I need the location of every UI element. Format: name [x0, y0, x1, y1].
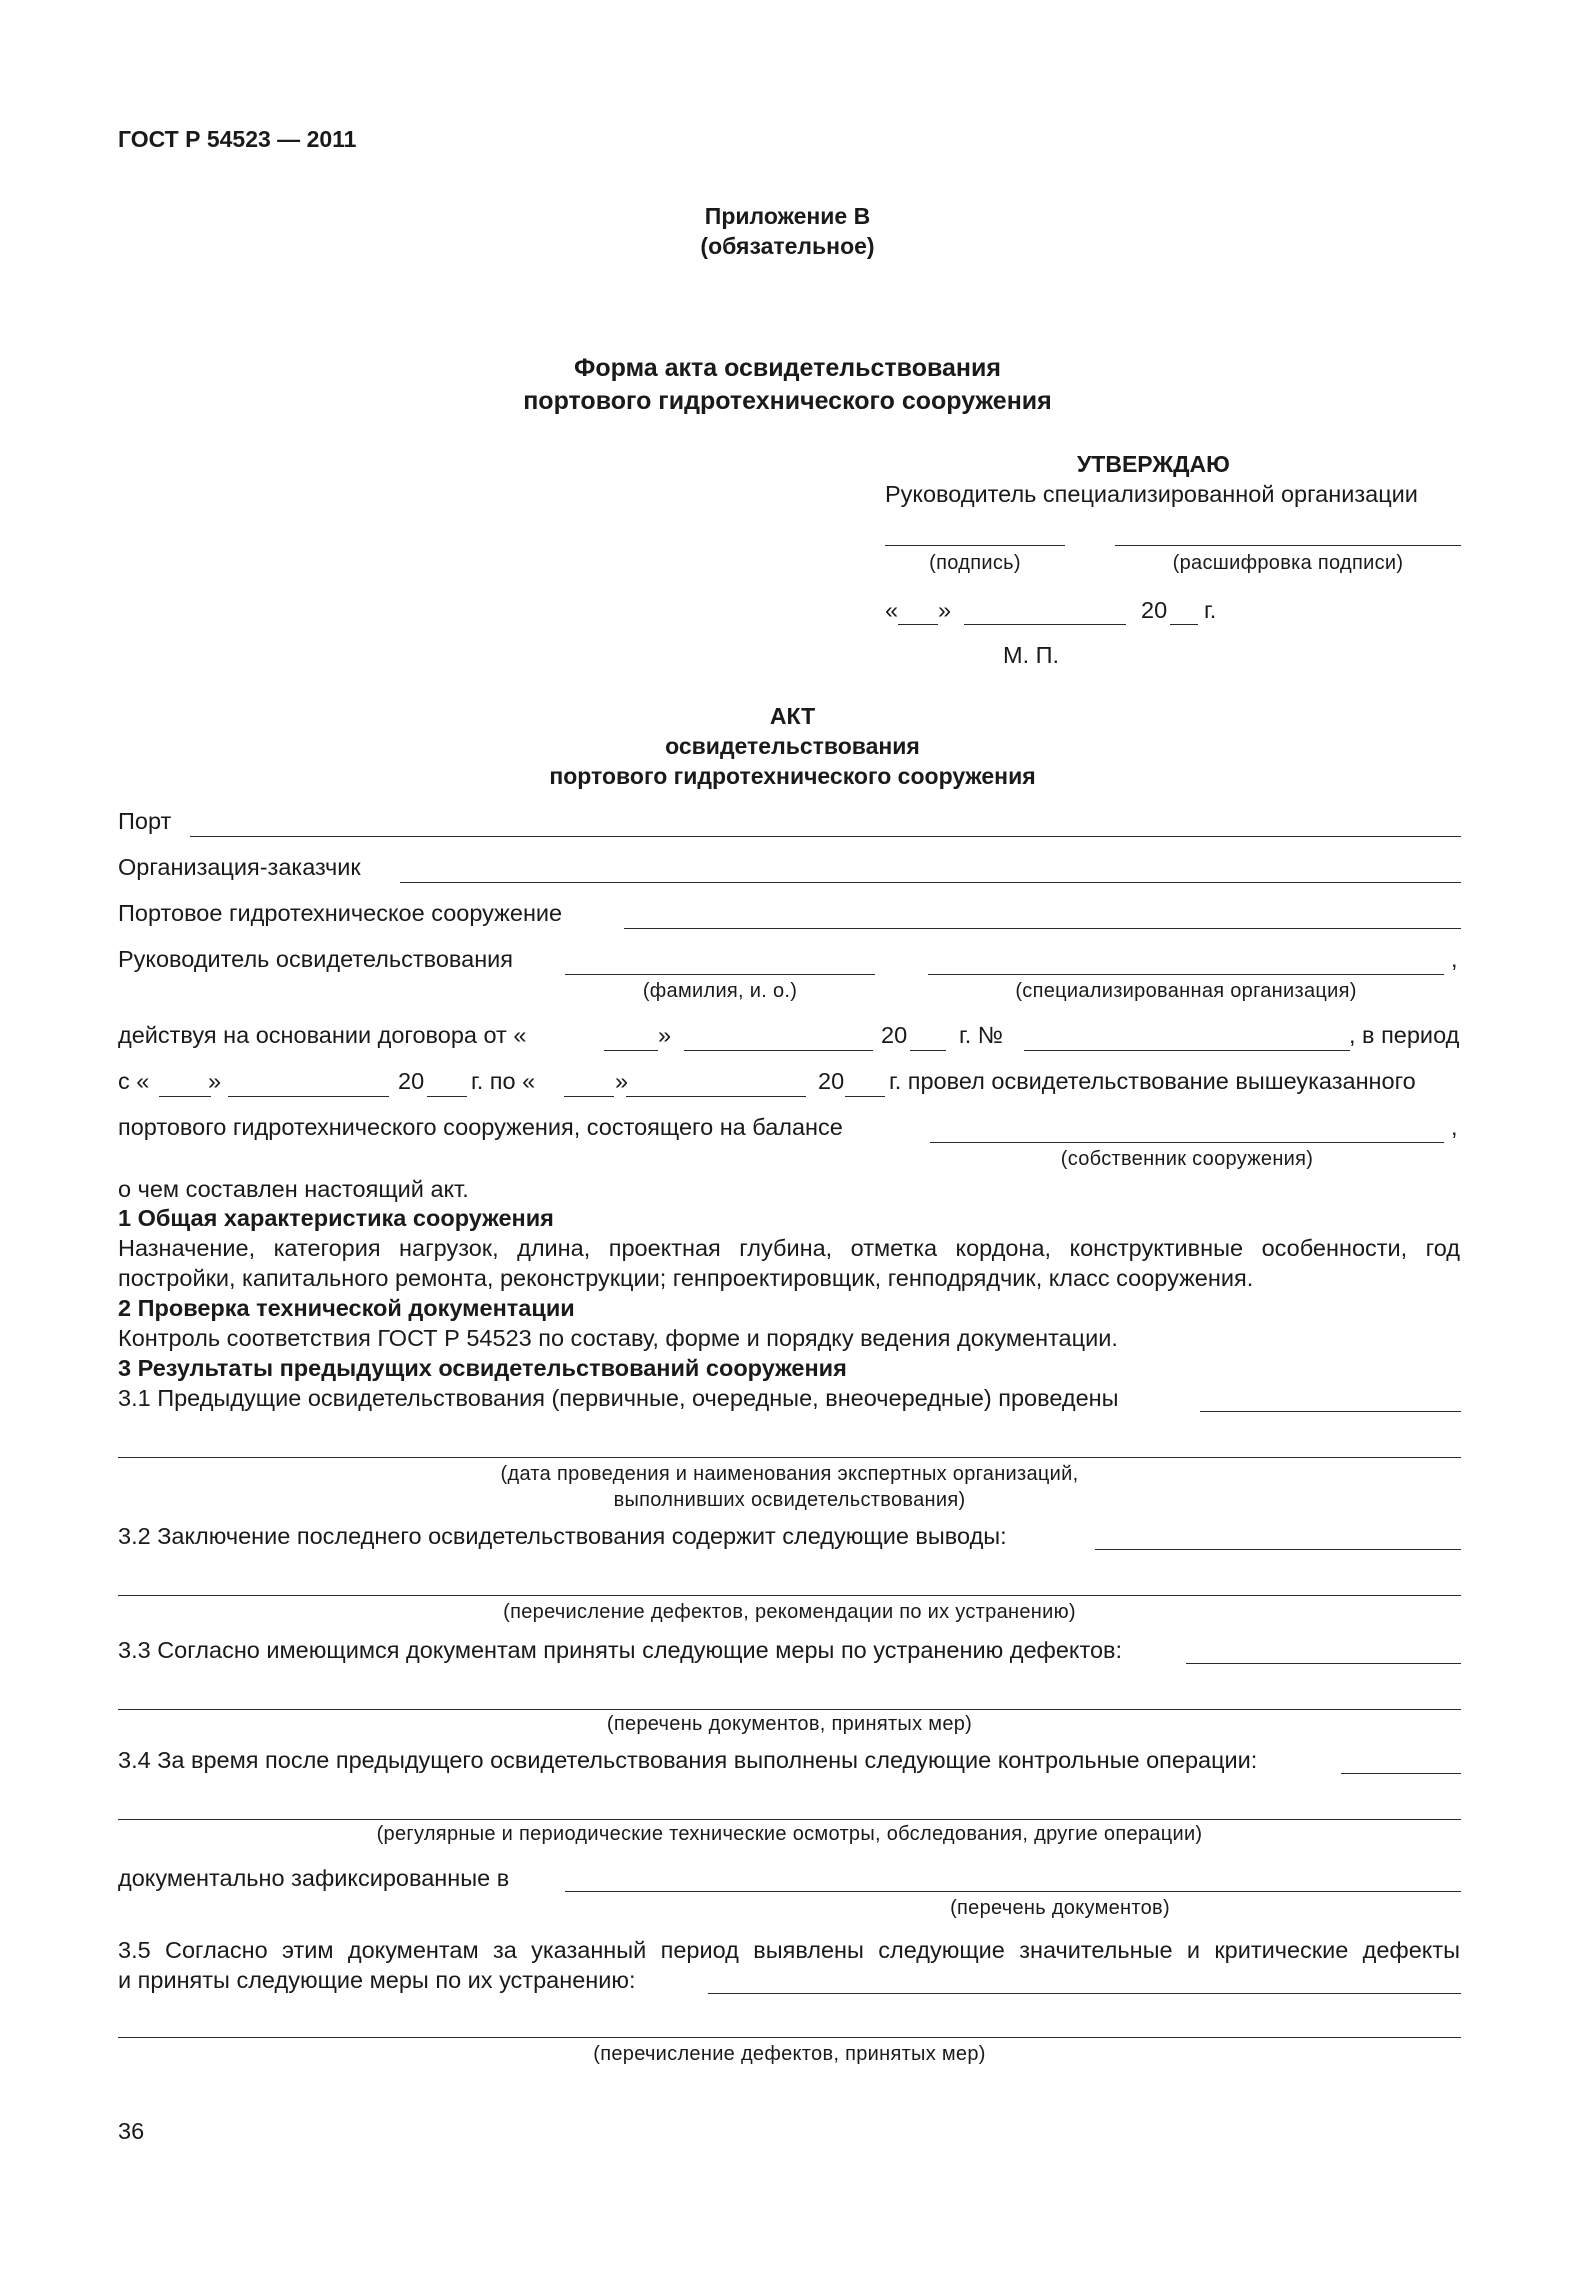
field-port-label: Порт	[118, 808, 172, 834]
p33-caption: (перечень документов, принятых мер)	[606, 1713, 973, 1735]
period-close-1: »	[208, 1068, 222, 1094]
stamp-place: М. П.	[1003, 642, 1060, 668]
approval-year-prefix: 20	[1141, 597, 1168, 623]
p35-line-1	[708, 1993, 1461, 1994]
period-month-line-1	[228, 1096, 389, 1097]
p34-text: 3.4 За время после предыдущего освидетельствования выполнены следующие контрольные операции:	[118, 1747, 1258, 1773]
period-close-2: »	[615, 1068, 629, 1094]
field-head-label: Руководитель освидетельствования	[118, 946, 514, 972]
period-year-line-2	[845, 1096, 885, 1097]
period-to: г. по «	[471, 1068, 536, 1094]
p33-text: 3.3 Согласно имеющимся документам приняты следующие меры по устранению дефектов:	[118, 1637, 1123, 1663]
approval-month-line	[964, 624, 1126, 625]
period-day-line-1	[159, 1096, 211, 1097]
form-title-line2: портового гидротехнического сооружения	[523, 387, 1052, 415]
period-year-1: 20	[398, 1068, 425, 1094]
contract-suffix: , в период	[1349, 1022, 1460, 1048]
period-year-2: 20	[818, 1068, 845, 1094]
section2-title: 2 Проверка технической документации	[118, 1295, 575, 1321]
approval-heading: УТВЕРЖДАЮ	[1077, 451, 1230, 477]
p34-line-2	[118, 1819, 1461, 1820]
p32-text: 3.2 Заключение последнего освидетельствования содержит следующие выводы:	[118, 1523, 1007, 1549]
signature-line	[885, 545, 1065, 546]
p32-line-1	[1095, 1549, 1461, 1550]
contract-close: »	[658, 1022, 672, 1048]
period-month-line-2	[626, 1096, 806, 1097]
period-tail: г. провел освидетельствование вышеуказанного	[889, 1068, 1416, 1094]
approval-year-line	[1170, 624, 1198, 625]
contract-prefix: действуя на основании договора от «	[118, 1022, 527, 1048]
p31-text: 3.1 Предыдущие освидетельствования (первичные, очередные, внеочередные) проведены	[118, 1385, 1119, 1411]
org-caption: (специализированная организация)	[1015, 980, 1357, 1002]
period-from: с «	[118, 1068, 150, 1094]
approval-date-close: »	[938, 597, 952, 623]
signature-caption: (подпись)	[929, 552, 1021, 574]
approval-year-suffix: г.	[1204, 597, 1217, 623]
signature-decode-caption: (расшифровка подписи)	[1172, 552, 1404, 574]
appendix-title: Приложение В	[704, 203, 871, 229]
period-day-line-2	[564, 1096, 614, 1097]
p34-doc-line	[565, 1891, 1461, 1892]
p31-caption-1: (дата проведения и наименования экспертных организаций,	[500, 1463, 1079, 1485]
contract-year-line	[910, 1050, 946, 1051]
balance-label: портового гидротехнического сооружения, состоящего на балансе	[118, 1114, 843, 1140]
p31-caption-2: выполнивших освидетельствования)	[613, 1489, 966, 1511]
field-head-comma: ,	[1451, 946, 1458, 972]
p35-text-2: и приняты следующие меры по их устранению:	[118, 1967, 636, 1993]
composed-text: о чем составлен настоящий акт.	[118, 1176, 469, 1202]
p31-line-2	[118, 1457, 1461, 1458]
balance-owner-line	[930, 1142, 1444, 1143]
section1-text-2: постройки, капитального ремонта, реконструкции; генпроектировщик, генподрядчик, класс сооружения.	[118, 1265, 1254, 1291]
p32-caption: (перечисление дефектов, рекомендации по их устранению)	[503, 1601, 1076, 1623]
balance-comma: ,	[1451, 1114, 1458, 1140]
section1-text-1: Назначение, категория нагрузок, длина, проектная глубина, отметка кордона, конструктивные особенности, год	[118, 1235, 1460, 1261]
fio-caption: (фамилия, и. о.)	[642, 980, 798, 1002]
appendix-status: (обязательное)	[700, 233, 875, 259]
contract-number-line	[1024, 1050, 1350, 1051]
approval-day-line	[898, 624, 938, 625]
act-subtitle: освидетельствования	[665, 733, 920, 759]
section3-title: 3 Результаты предыдущих освидетельствований сооружения	[118, 1355, 847, 1381]
p34-caption: (регулярные и периодические технические осмотры, обследования, другие операции)	[376, 1823, 1203, 1845]
p33-line-1	[1186, 1663, 1461, 1664]
contract-year: 20	[881, 1022, 908, 1048]
p32-line-2	[118, 1595, 1461, 1596]
contract-day-line	[604, 1050, 658, 1051]
p33-line-2	[118, 1709, 1461, 1710]
contract-number-label: г. №	[959, 1022, 1003, 1048]
approval-date-open: «	[885, 597, 899, 623]
act-subtitle-2: портового гидротехнического сооружения	[549, 763, 1036, 789]
p35-caption: (перечисление дефектов, принятых мер)	[593, 2043, 986, 2065]
p31-line-1	[1200, 1411, 1461, 1412]
field-head-org-line	[928, 974, 1444, 975]
field-customer-line	[400, 882, 1461, 883]
section2-text: Контроль соответствия ГОСТ Р 54523 по составу, форме и порядку ведения документации.	[118, 1325, 1118, 1351]
p34-doc-caption: (перечень документов)	[950, 1897, 1170, 1919]
act-title: АКТ	[769, 703, 816, 729]
period-year-line-1	[427, 1096, 467, 1097]
form-title-line1: Форма акта освидетельствования	[574, 354, 1001, 382]
section1-title: 1 Общая характеристика сооружения	[118, 1205, 554, 1231]
p34-doc-label: документально зафиксированные в	[118, 1865, 510, 1891]
signature-decode-line	[1115, 545, 1461, 546]
contract-month-line	[684, 1050, 873, 1051]
p35-line-2	[118, 2037, 1461, 2038]
owner-caption: (собственник сооружения)	[1060, 1148, 1314, 1170]
field-head-fio-line	[565, 974, 875, 975]
p35-text-1: 3.5 Согласно этим документам за указанный период выявлены следующие значительные и критические дефекты	[118, 1937, 1460, 1963]
p34-line-1	[1341, 1773, 1461, 1774]
field-structure-label: Портовое гидротехническое сооружение	[118, 900, 563, 926]
field-customer-label: Организация-заказчик	[118, 854, 361, 880]
field-structure-line	[624, 928, 1461, 929]
standard-header: ГОСТ Р 54523 — 2011	[118, 126, 357, 152]
page-number: 36	[118, 2118, 145, 2144]
approval-role: Руководитель специализированной организации	[885, 481, 1418, 507]
field-port-line	[190, 836, 1461, 837]
